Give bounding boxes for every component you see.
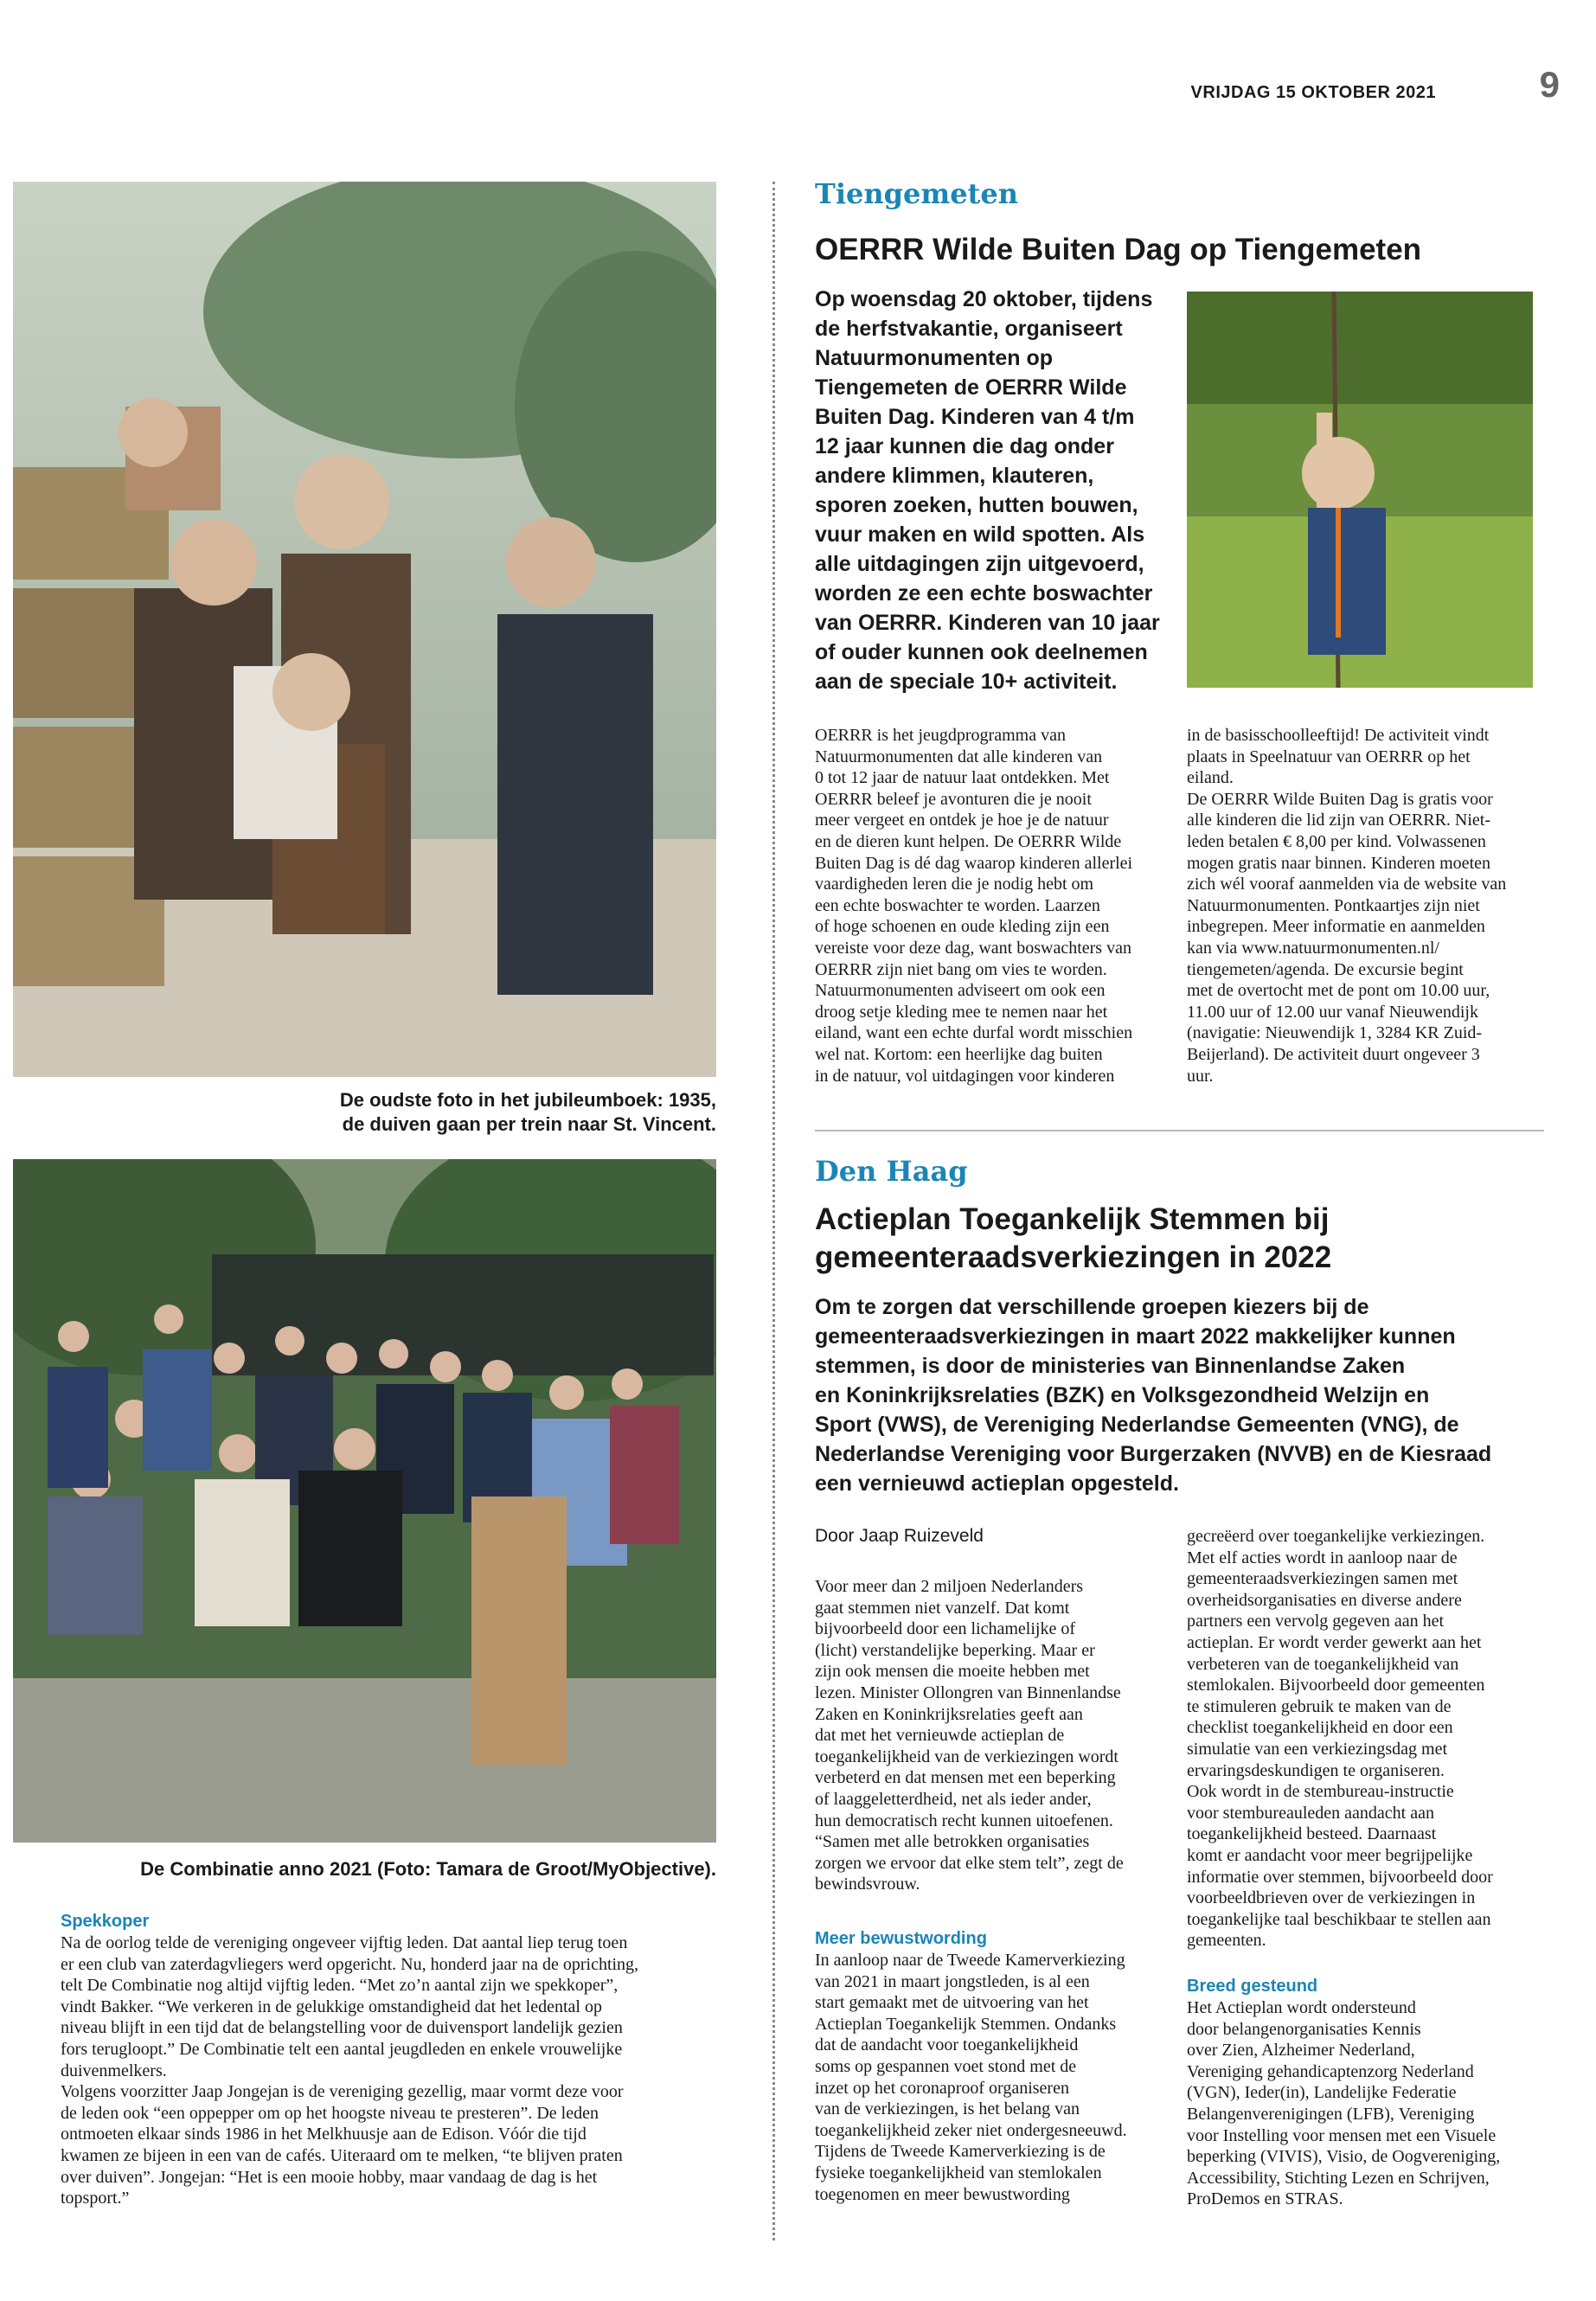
meer-bewustwording-heading: Meer bewustwording [815,1929,987,1948]
article1-body-col2: in de basisschoolleeftijd! De activiteit vindt plaats in Speelnatuur van OERRR op het eiland. De OERRR Wilde Buiten Dag is gratis voor alle kinderen die lid zijn van OERRR. Niet- leden betalen € 8,00 per kind. Volwassenen mogen gratis naar binnen. Kinderen moeten zich wél vooraf aanmelden via de website van Natuurmonumenten. Pontkaartjes zijn niet inbegrepen. Meer informatie en aanmelden kan via www.natuurmonumenten.nl/ tiengemeten/agenda. De excursie begint met de overtocht met de pont om 10.00 uur, 11.00 uur of 12.00 uur vanaf Nieuwendijk (navigatie: Nieuwendijk 1, 3284 KR Zuid- Beijerland). De activiteit duurt ongeveer 3 uur. [1187,726,1507,1086]
article1-kicker: Tiengemeten [815,177,1018,210]
spekkoper-heading: Spekkoper [61,1912,150,1931]
club-photo-caption: De Combinatie anno 2021 (Foto: Tamara de Groot/MyObjective). [140,1858,716,1880]
article2-body-col2-p1: gecreëerd over toegankelijke verkiezingen. Met elf acties wordt in aanloop naar de gemeenteraadsverkiezingen samen met overheidsorganisaties en diverse andere partners een vervolg gegeven aan het actieplan. Er wordt verder gewerkt aan het verbeteren van de toegankelijkheid van stemlokalen. Bijvoorbeeld door gemeenten te stimuleren gebruik te maken van de checklist toegankelijkheid en door een simulatie van een verkiezingsdag met ervaringsdeskundigen te organiseren. Ook wordt in de stembureau-instructie voor stembureauleden aandacht aan toegankelijkheid besteed. Daarnaast komt er aandacht voor meer begrijpelijke informatie over stemmen, bijvoorbeeld door voorbeeldbrieven over de verkiezingen in toegankelijke taal beschikbaar te stellen aan gemeenten. [1187,1527,1493,1951]
club-photo-illustration [13,1159,716,1843]
page-number: 9 [1539,64,1560,105]
issue-date: VRIJDAG 15 OKTOBER 2021 [1190,83,1436,102]
column-divider [772,182,775,2240]
article2-lead: Om te zorgen dat verschillende groepen kiezers bij de gemeenteraadsverkiezingen in maart 2022 makkelijker kunnen stemmen, is door de ministeries van Binnenlandse Zaken en Koninkrijksrelaties (BZK) en Volksgezondheid Welzijn en Sport (VWS), de Vereniging Nederlandse Gemeenten (VNG), de Nederlandse Vereniging voor Burgerzaken (NVVB) en de Kiesraad een vernieuwd actieplan opgesteld. [815,1295,1492,1496]
child-climbing-photo [1187,292,1533,688]
club-group-photo-2021 [13,1159,716,1843]
article-separator [815,1130,1544,1131]
historic-photo-illustration [13,182,716,1077]
historic-group-photo [13,182,716,1077]
child-photo-illustration [1187,292,1533,688]
article2-kicker: Den Haag [815,1155,968,1188]
breed-gesteund-heading: Breed gesteund [1187,1977,1318,1996]
article2-headline: Actieplan Toegankelijk Stemmen bij gemeenteraadsverkiezingen in 2022 [815,1202,1332,1274]
article2-byline: Door Jaap Ruizeveld [815,1526,984,1546]
article2-body-col1-p2: In aanloop naar de Tweede Kamerverkiezing van 2021 in maart jongstleden, is al een start gemaakt met de uitvoering van het Actieplan Toegankelijk Stemmen. Ondanks dat de aandacht voor toegankelijkheid soms op gespannen voet stond met de inzet op het coronaproof organiseren van de verkiezingen, is het belang van toegankelijkheid zeker niet ondergesneeuwd. Tijdens de Tweede Kamerverkiezing is de fysieke toegankelijkheid van stemlokalen toegenomen en meer bewustwording [815,1951,1127,2204]
article1-headline: OERRR Wilde Buiten Dag op Tiengemeten [815,233,1422,266]
article1-body-col1: OERRR is het jeugdprogramma van Natuurmonumenten dat alle kinderen van 0 tot 12 jaar de natuur laat ontdekken. Met OERRR beleef je avonturen die je nooit meer vergeet en ontdek je hoe je de natuur en de dieren kunt helpen. De OERRR Wilde Buiten Dag is dé dag waarop kinderen allerlei vaardigheden leren die je nodig hebt om een echte boswachter te worden. Laarzen of hoge schoenen en oude kleding zijn een vereiste voor deze dag, want boswachters van OERRR zijn niet bang om vies te worden. Natuurmonumenten adviseert om ook een droog setje kleding mee te nemen naar het eiland, want een echte durfal wordt misschien wel nat. Kortom: een heerlijke dag buiten in de natuur, vol uitdagingen voor kinderen [815,726,1133,1086]
article1-lead: Op woensdag 20 oktober, tijdens de herfstvakantie, organiseert Natuurmonumenten op Tiengemeten de OERRR Wilde Buiten Dag. Kinderen van 4 t/m 12 jaar kunnen die dag onder andere klimmen, klauteren, sporen zoeken, hutten bouwen, vuur maken en wild spotten. Als alle uitdagingen zijn uitgevoerd, worden ze een echte boswachter van OERRR. Kinderen van 10 jaar of ouder kunnen ook deelnemen aan de speciale 10+ activiteit. [815,287,1160,694]
spekkoper-body: Na de oorlog telde de vereniging ongeveer vijftig leden. Dat aantal liep terug toen er een club van zaterdagvliegers werd opgericht. Nu, honderd jaar na de oprichting, telt De Combinatie nog altijd vijftig leden. “Met zo’n aantal zijn we spekkoper”, vindt Bakker. “We verkeren in de gelukkige omstandigheid dat het ledental op niveau blijft in een tijd dat de belangstelling voor de duivensport landelijk gezien fors terugloopt.” De Combinatie telt een aantal jeugdleden en enkele vrouwelijke duivenmelkers. Volgens voorzitter Jaap Jongejan is de vereniging gezellig, maar vormt deze voor de leden ook “een oppepper om op het hoogste niveau te presteren”. De leden ontmoeten elkaar sinds 1986 in het Melkhuusje aan de Edison. Vóór die tijd kwamen ze bijeen in een van de cafés. Uiteraard om te melken, “te blijven praten over duiven”. Jongejan: “Het is een mooie hobby, maar vandaag de dag is het topsport.” [61,1933,639,2208]
article2-body-col1-p1: Voor meer dan 2 miljoen Nederlanders gaat stemmen niet vanzelf. Dat komt bijvoorbeeld door een lichamelijke of (licht) verstandelijke beperking. Maar er zijn ook mensen die moeite hebben met lezen. Minister Ollongren van Binnenlandse Zaken en Koninkrijksrelaties geeft aan dat met het vernieuwde actieplan de toegankelijkheid van de verkiezingen wordt verbeterd en dat mensen met een beperking of laaggeletterdheid, net als ieder ander, hun democratisch recht kunnen uitoefenen. “Samen met alle betrokken organisaties zorgen we ervoor dat elke stem telt”, zegt de bewindsvrouw. [815,1577,1124,1894]
historic-photo-caption: De oudste foto in het jubileumboek: 1935, de duiven gaan per trein naar St. Vincent. [339,1089,716,1135]
article2-body-col2-p2: Het Actieplan wordt ondersteund door belangenorganisaties Kennis over Zien, Alzheimer Nederland, Vereniging gehandicaptenzorg Nederland (VGN), Ieder(in), Landelijke Federatie Belangenverenigingen (LFB), Vereniging voor Instelling voor mensen met een Visuele beperking (VIVIS), Visio, de Oogvereniging, Accessibility, Stichting Lezen en Schrijven, ProDemos en STRAS. [1187,1998,1501,2209]
